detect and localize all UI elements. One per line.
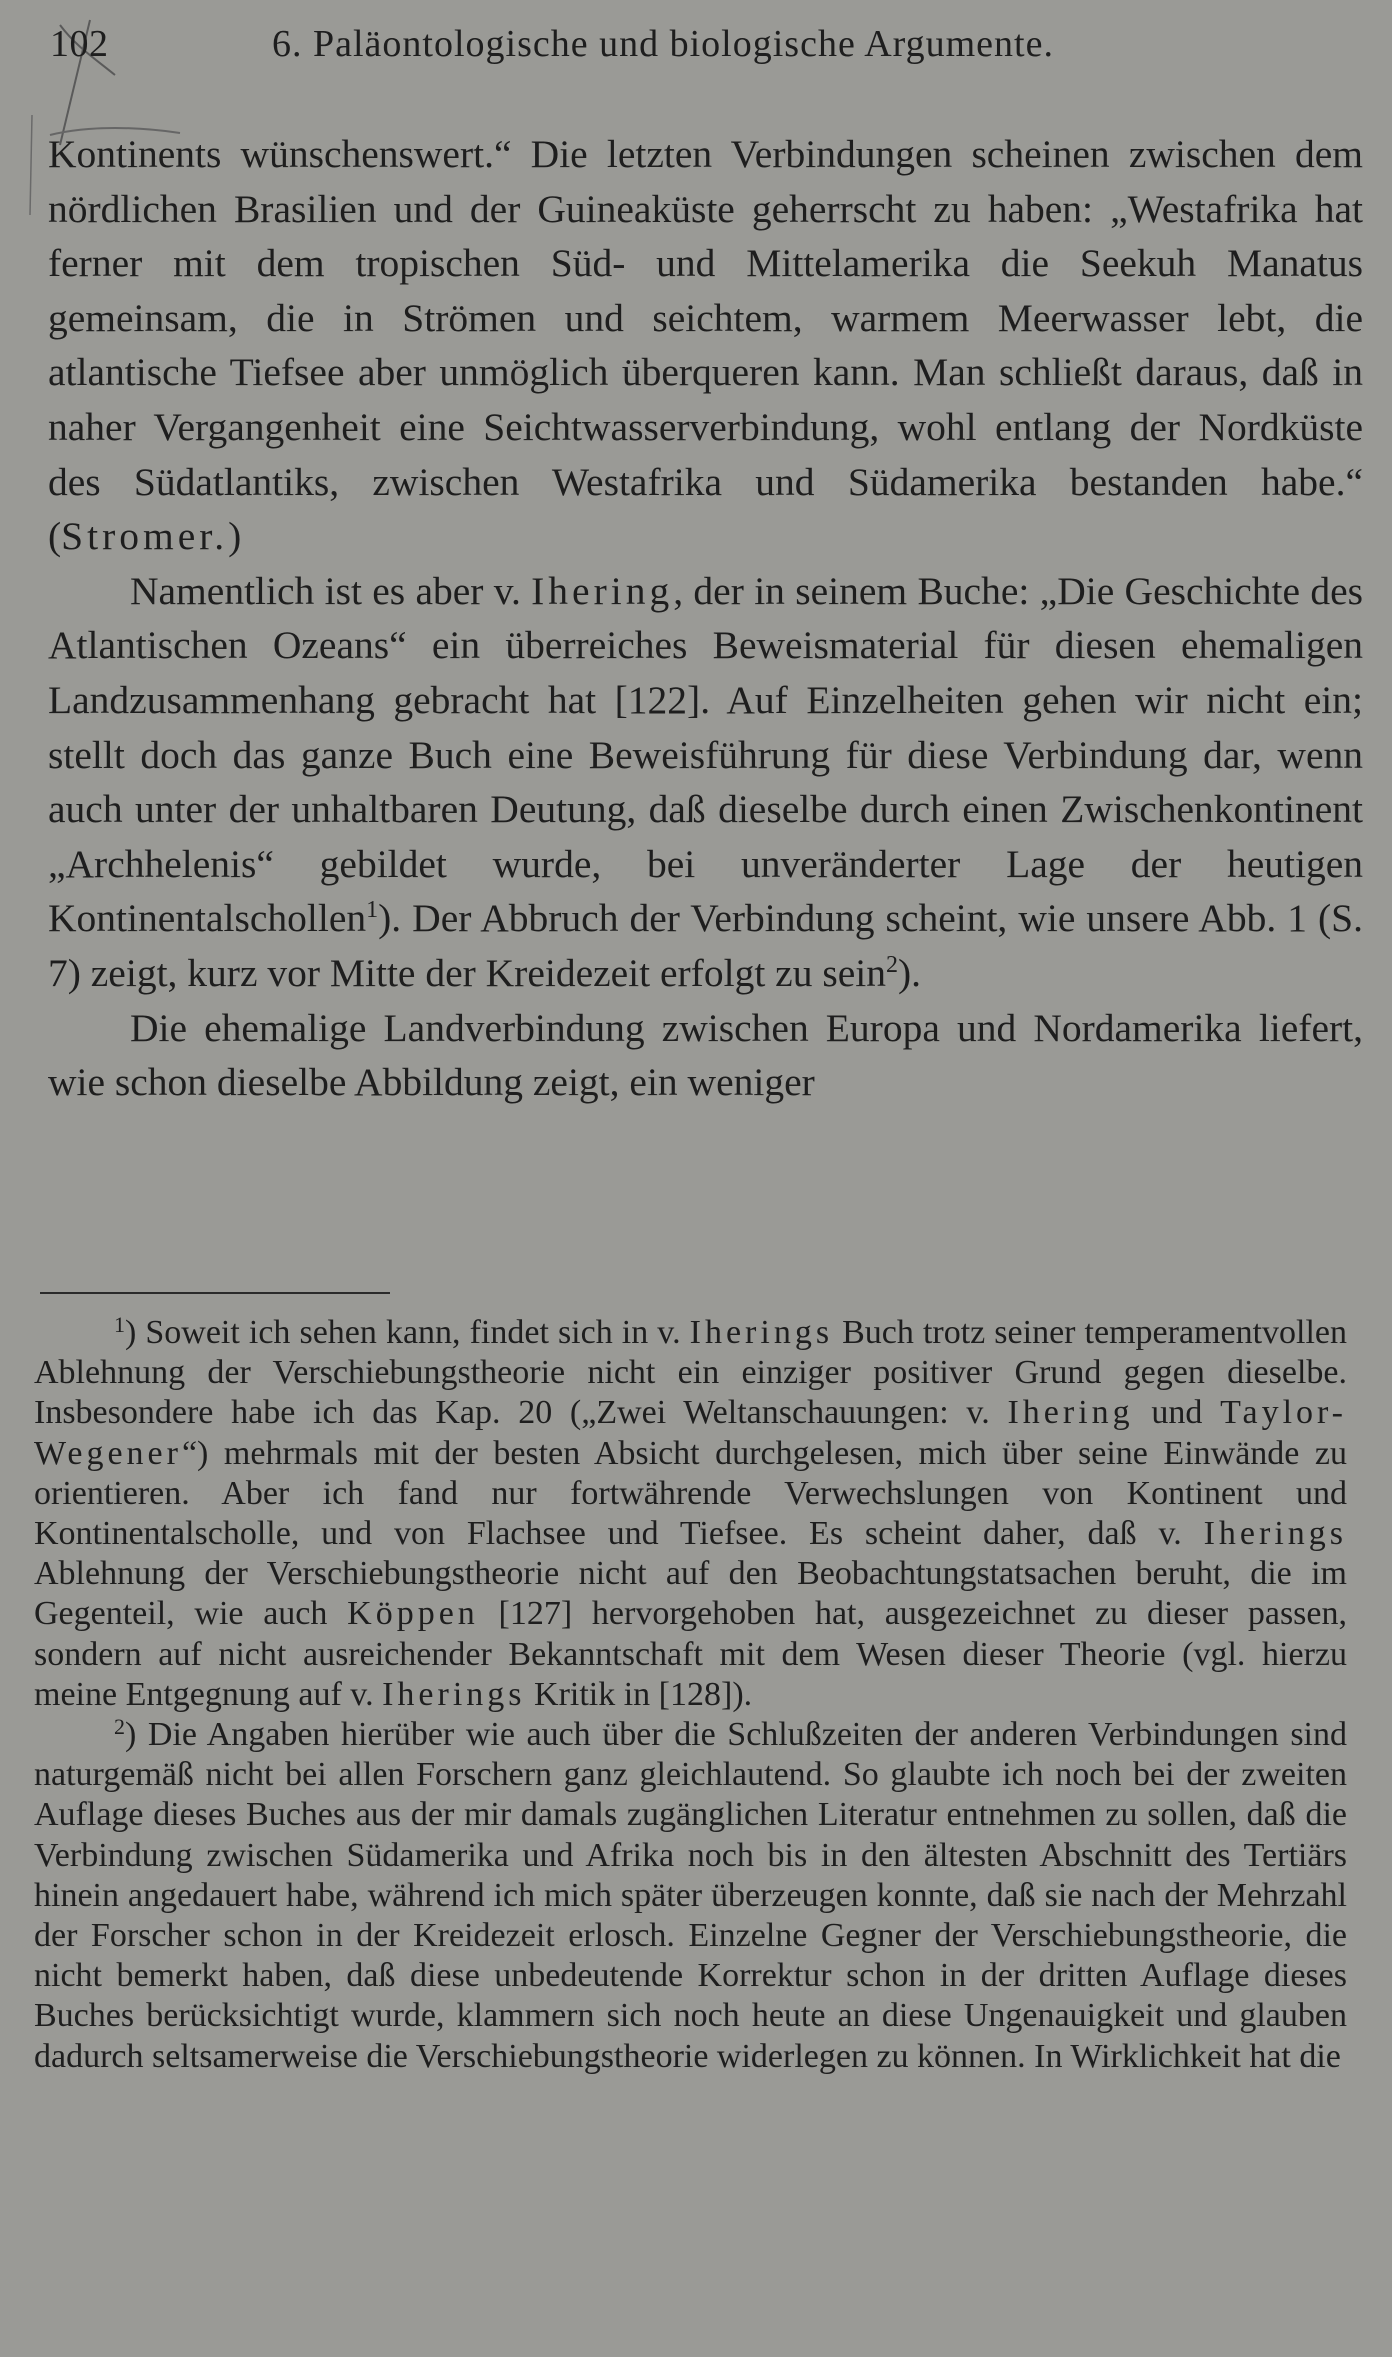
footnote-1: $^1$) Soweit ich sehen kann, findet sich in v. Iherings Buch trotz seiner temperamentvollen Ablehnung der Verschiebungstheorie nicht ein einziger positiver Grund gegen dieselbe. Insbesondere habe ich das Kap. 20 („Zwei Weltanschauungen: v. Ihering und Taylor-Wegener“) mehrmals mit der besten Absicht durchgelesen, mich über seine Einwände zu orientieren. Aber ich fand nur fortwährende Verwechslungen von Kontinent und Kontinentalscholle, und von Flachsee und Tiefsee. Es scheint daher, daß v. Iherings Ablehnung der Verschiebungstheorie nicht auf den Beobachtungstatsachen beruht, die im Gegenteil, wie auch Köppen [127] hervorgehoben hat, ausgezeichnet zu dieser passen, sondern auf nicht ausreichender Bekanntschaft mit dem Wesen dieser Theorie (vgl. hierzu meine Entgegnung auf v. Iherings Kritik in [128]). (34, 1312, 1347, 1713)
footnote-ref-2: 2 (885, 951, 898, 978)
footnotes (34, 1313, 1347, 2077)
main-text (48, 127, 1363, 1110)
paragraph-2: Namentlich ist es aber v. Ihering, der in seinem Buche: „Die Geschichte des Atlantischen Ozeans“ ein überreiches Beweismaterial für diesen ehemaligen Landzusammenhang gebracht hat [122]. Auf Einzelheiten gehen wir nicht ein; stellt doch das ganze Buch eine Beweisführung für diese Verbindung dar, wenn auch unter der unhaltbaren Deutung, daß dieselbe durch einen Zwischenkontinent „Archhelenis“ gebildet wurde, bei unveränderter Lage der heutigen Kontinentalschollen$^1$). Der Abbruch der Verbindung scheint, wie unsere Abb. 1 (S. 7) zeigt, kurz vor Mitte der Kreidezeit erfolgt zu sein$^2$). (48, 568, 1363, 995)
footnote-2: $^2$) Die Angaben hierüber wie auch über die Schlußzeiten der anderen Verbindungen sind naturgemäß nicht bei allen Forschern ganz gleichlautend. So glaubte ich noch bei der zweiten Auflage dieses Buches aus der mir damals zugänglichen Literatur entnehmen zu sollen, daß die Verbindung zwischen Südamerika und Afrika noch bis in den ältesten Abschnitt des Tertiärs hinein angedauert habe, während ich mich später überzeugen konnte, daß sie nach der Mehrzahl der Forscher schon in der Kreidezeit erlosch. Einzelne Gegner der Verschiebungstheorie, die nicht bemerkt haben, daß diese unbedeutende Korrektur schon in der dritten Auflage dieses Buches berücksichtigt wurde, klammern sich noch heute an diese Ungenauigkeit und glauben dadurch seltsamerweise die Verschiebungstheorie widerlegen zu können. In Wirklichkeit hat die (34, 1714, 1347, 2075)
page-header (50, 22, 1342, 72)
author-name-stromer: Stromer. (61, 514, 229, 559)
footnote-divider (40, 1292, 390, 1294)
footnote-mark-2: 2 (114, 1714, 125, 1740)
author-name-ihering: Ihering (531, 568, 674, 613)
footnote-ref-1: 1 (366, 897, 379, 924)
paragraph-1: Kontinents wünschenswert.“ Die letzten Verbindungen scheinen zwischen dem nördlichen Brasilien und der Guineaküste geherrscht zu haben: „Westafrika hat ferner mit dem tropischen Süd- und Mittelamerika die Seekuh Manatus gemeinsam, die in Strömen und seichtem, warmem Meerwasser lebt, die atlantische Tiefsee aber unmöglich überqueren kann. Man schließt daraus, daß in naher Vergangenheit eine Seichtwasserverbindung, wohl entlang der Nordküste des Südatlantiks, zwischen Westafrika und Südamerika bestanden habe.“ (Stromer.) (48, 132, 1363, 559)
running-title: 6. Paläontologische und biologische Argumente. (272, 23, 1054, 65)
paragraph-3: Die ehemalige Landverbindung zwischen Europa und Nordamerika liefert, wie schon dieselbe Abbildung zeigt, ein weniger (48, 1005, 1363, 1105)
page-number: 102 (50, 23, 109, 65)
footnote-mark-1: 1 (114, 1312, 125, 1337)
